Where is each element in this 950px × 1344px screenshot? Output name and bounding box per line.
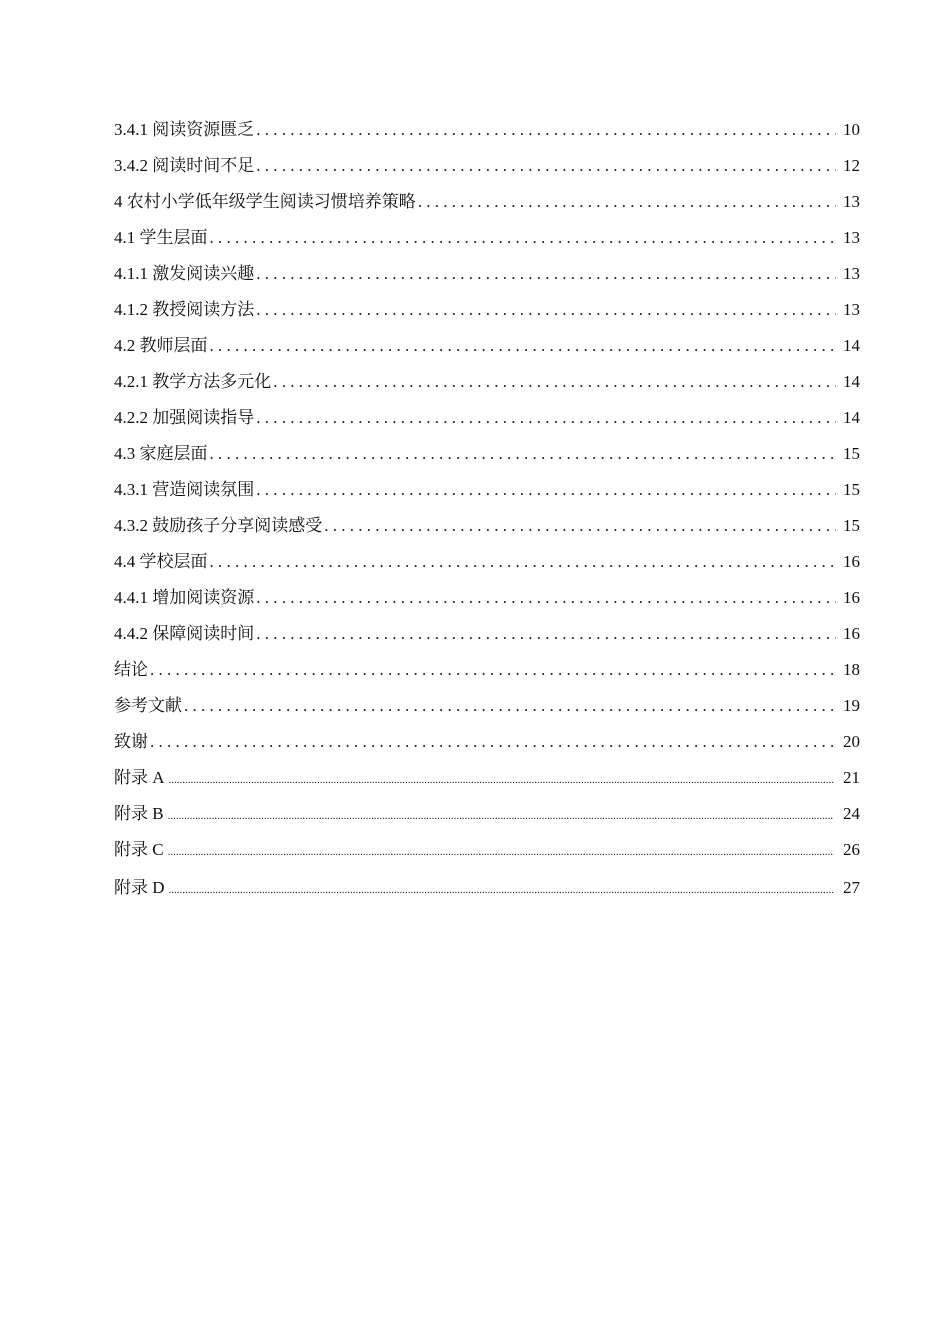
toc-entry-page: 16: [843, 624, 860, 643]
toc-entry[interactable]: [114, 508, 860, 544]
toc-leader-dots: [210, 220, 837, 256]
toc-entry-title: 4.2 教师层面: [114, 336, 208, 355]
toc-entry-page: 13: [843, 264, 860, 283]
toc-entry[interactable]: [114, 256, 860, 292]
toc-entry-page: 14: [843, 372, 860, 391]
toc-entry-title: 4.1.2 教授阅读方法: [114, 300, 255, 319]
toc-entry[interactable]: [114, 616, 860, 652]
toc-entry-page: 14: [843, 336, 860, 355]
toc-leader-dots: [210, 436, 837, 472]
toc-leader-dots: [256, 292, 836, 328]
toc-entry-title: 4.4.2 保障阅读时间: [114, 624, 255, 643]
toc-entry-title: 4 农村小学低年级学生阅读习惯培养策略: [114, 192, 416, 211]
toc-entry[interactable]: [114, 364, 860, 400]
toc-entry[interactable]: [114, 436, 860, 472]
toc-leader-dots: [150, 724, 836, 760]
toc-entry-title: 附录 A: [114, 768, 165, 787]
toc-entry-page: 15: [843, 480, 860, 499]
toc-entry-title: 4.3 家庭层面: [114, 444, 208, 463]
toc-leader-dots: [273, 364, 836, 400]
toc-entry-page: 27: [843, 878, 860, 897]
toc-leader-dots: [210, 544, 837, 580]
toc-leader-dots: [168, 834, 834, 870]
toc-entry[interactable]: [114, 544, 860, 580]
toc-entry-title: 结论: [114, 660, 148, 679]
toc-entry-page: 16: [843, 552, 860, 571]
toc-leader-dots: [150, 652, 836, 688]
toc-entry-page: 13: [843, 192, 860, 211]
toc-entry-title: 4.1.1 激发阅读兴趣: [114, 264, 255, 283]
toc-entry-title: 4.2.2 加强阅读指导: [114, 408, 255, 427]
toc-entry[interactable]: [114, 148, 860, 184]
toc-entry-title: 附录 B: [114, 804, 164, 823]
toc-entry[interactable]: [114, 112, 860, 148]
toc-entry-page: 16: [843, 588, 860, 607]
toc-leader-dots: [418, 184, 836, 220]
toc-leader-dots: [169, 872, 834, 908]
toc-entry[interactable]: [114, 688, 860, 724]
toc-entry-page: 13: [843, 228, 860, 247]
toc-entry-title: 3.4.1 阅读资源匮乏: [114, 120, 255, 139]
toc-entry-page: 15: [843, 516, 860, 535]
toc-entry-title: 附录 D: [114, 878, 165, 897]
toc-entry-title: 附录 C: [114, 840, 164, 859]
toc-entry[interactable]: [114, 292, 860, 328]
toc-entry[interactable]: [114, 184, 860, 220]
toc-leader-dots: [256, 400, 836, 436]
toc-entry[interactable]: [114, 724, 860, 760]
toc-entry-title: 4.2.1 教学方法多元化: [114, 372, 272, 391]
toc-entry-page: 10: [843, 120, 860, 139]
toc-leader-dots: [256, 112, 836, 148]
toc-entry-title: 致谢: [114, 732, 148, 751]
toc-leader-dots: [324, 508, 836, 544]
toc-entry-page: 13: [843, 300, 860, 319]
toc-leader-dots: [168, 798, 834, 834]
toc-leader-dots: [256, 256, 836, 292]
toc-entry-page: 26: [843, 840, 860, 859]
toc-leader-dots: [169, 762, 834, 798]
toc-entry-title: 3.4.2 阅读时间不足: [114, 156, 255, 175]
toc-entry-title: 4.4 学校层面: [114, 552, 208, 571]
toc-entry-page: 14: [843, 408, 860, 427]
toc-entry[interactable]: [114, 870, 860, 906]
toc-entry-page: 24: [843, 804, 860, 823]
toc-entry-title: 参考文献: [114, 696, 182, 715]
toc-leader-dots: [184, 688, 836, 724]
toc-entry[interactable]: [114, 796, 860, 832]
toc-entry-page: 18: [843, 660, 860, 679]
toc-entry-page: 21: [843, 768, 860, 787]
table-of-contents: [114, 112, 860, 906]
toc-entry[interactable]: [114, 580, 860, 616]
toc-entry-title: 4.3.2 鼓励孩子分享阅读感受: [114, 516, 323, 535]
toc-entry-title: 4.4.1 增加阅读资源: [114, 588, 255, 607]
toc-entry[interactable]: [114, 760, 860, 796]
toc-entry-page: 12: [843, 156, 860, 175]
toc-entry[interactable]: [114, 472, 860, 508]
toc-leader-dots: [256, 472, 836, 508]
toc-entry[interactable]: [114, 652, 860, 688]
toc-leader-dots: [210, 328, 837, 364]
toc-leader-dots: [256, 616, 836, 652]
toc-leader-dots: [256, 580, 836, 616]
toc-entry[interactable]: [114, 328, 860, 364]
toc-entry-page: 15: [843, 444, 860, 463]
toc-entry[interactable]: [114, 220, 860, 256]
toc-entry-page: 19: [843, 696, 860, 715]
toc-entry[interactable]: [114, 400, 860, 436]
toc-entry-title: 4.1 学生层面: [114, 228, 208, 247]
toc-entry-page: 20: [843, 732, 860, 751]
toc-entry[interactable]: [114, 832, 860, 868]
toc-entry-title: 4.3.1 营造阅读氛围: [114, 480, 255, 499]
toc-leader-dots: [256, 148, 836, 184]
